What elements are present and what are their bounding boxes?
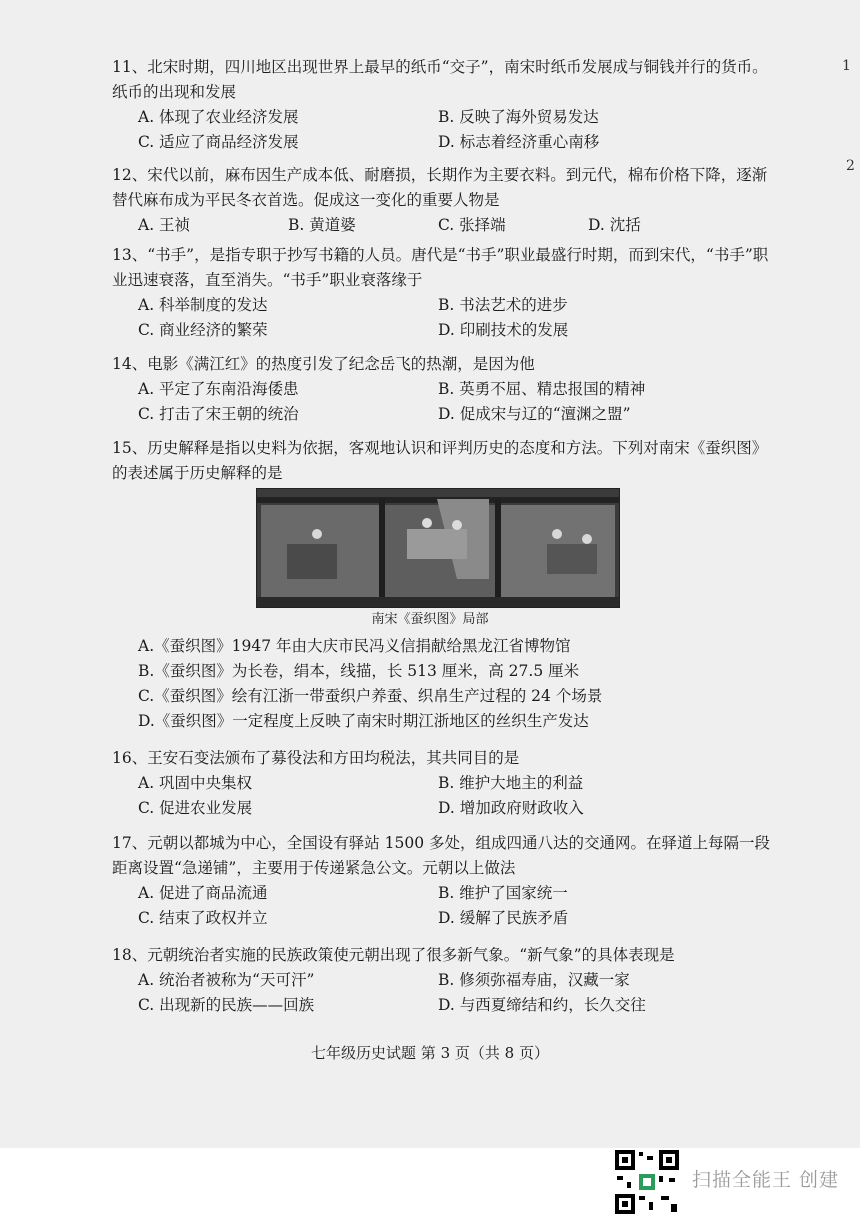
option-d: D. 增加政府财政收入: [438, 799, 584, 817]
option-c: C. 促进农业发展: [138, 799, 253, 817]
option-c: C. 出现新的民族——回族: [138, 996, 315, 1014]
option-c: C. 打击了宋王朝的统治: [138, 405, 299, 423]
option-c: C. 商业经济的繁荣: [138, 321, 268, 339]
question-13: [112, 243, 772, 343]
question-11: [112, 55, 772, 155]
options: [112, 293, 772, 343]
option-d: D. 沈括: [588, 216, 641, 234]
option-d: D. 标志着经济重心南移: [438, 133, 600, 151]
question-stem: 16、王安石变法颁布了募役法和方田均税法，其共同目的是: [112, 749, 520, 767]
option-b: B. 修须弥福寿庙，汉藏一家: [438, 971, 630, 989]
option-d: D. 促成宋与辽的“澶渊之盟”: [438, 405, 631, 423]
watermark-text: 扫描全能王 创建: [692, 1169, 840, 1191]
option-b: B. 反映了海外贸易发达: [438, 108, 599, 126]
question-stem: 14、电影《满江红》的热度引发了纪念岳飞的热潮，是因为他: [112, 355, 535, 373]
option-a: A.《蚕织图》1947 年由大庆市民冯义信捐献给黑龙江省博物馆: [138, 637, 571, 655]
option-a: A. 王祯: [138, 216, 191, 234]
page-footer: 七年级历史试题 第 3 页（共 8 页）: [311, 1044, 549, 1062]
option-d: D. 与西夏缔结和约，长久交往: [438, 996, 646, 1014]
options: [112, 771, 772, 821]
question-stem: 12、宋代以前，麻布因生产成本低、耐磨损，长期作为主要衣料。到元代，棉布价格下降，逐渐替代麻布成为平民冬衣首选。促成这一变化的重要人物是: [112, 166, 768, 209]
option-a: A. 巩固中央集权: [138, 774, 253, 792]
painting-illustration: [257, 489, 619, 607]
option-a: A. 平定了东南沿海倭患: [138, 380, 299, 398]
option-a: A. 促进了商品流通: [138, 884, 268, 902]
qr-code-icon: [613, 1148, 681, 1216]
option-b: B. 书法艺术的进步: [438, 296, 568, 314]
question-14: [112, 352, 772, 427]
option-d: D. 印刷技术的发展: [438, 321, 569, 339]
edge-mark: 1: [842, 58, 851, 74]
question-12: [112, 163, 772, 238]
options: [112, 105, 772, 155]
option-d: D. 缓解了民族矛盾: [438, 909, 569, 927]
option-b: B.《蚕织图》为长卷，绢本，线描，长 513 厘米，高 27.5 厘米: [138, 662, 580, 680]
option-d: D.《蚕织图》一定程度上反映了南宋时期江浙地区的丝织生产发达: [138, 712, 589, 730]
question-stem: 18、元朝统治者实施的民族政策使元朝出现了很多新气象。“新气象”的具体表现是: [112, 946, 675, 964]
options: [112, 881, 772, 931]
option-b: B. 维护了国家统一: [438, 884, 568, 902]
question-stem: 17、元朝以都城为中心，全国设有驿站 1500 多处，组成四通八达的交通网。在驿道上每隔一段距离设置“急递铺”，主要用于传递紧急公文。元朝以上做法: [112, 834, 771, 877]
question-stem: 15、历史解释是指以史料为依据，客观地认识和评判历史的态度和方法。下列对南宋《蚕织图》的表述属于历史解释的是: [112, 439, 768, 482]
question-17: [112, 831, 772, 931]
silk-weaving-painting-image: [256, 488, 620, 608]
option-a: A. 统治者被称为“天可汗”: [138, 971, 315, 989]
question-16: [112, 746, 772, 821]
question-stem: 13、“书手”，是指专职于抄写书籍的人员。唐代是“书手”职业最盛行时期，而到宋代，“书手”职业迅速衰落，直至消失。“书手”职业衰落缘于: [112, 246, 769, 289]
option-b: B. 英勇不屈、精忠报国的精神: [438, 380, 646, 398]
option-c: C.《蚕织图》绘有江浙一带蚕织户养蚕、织帛生产过程的 24 个场景: [138, 687, 603, 705]
option-c: C. 张择端: [438, 216, 506, 234]
question-18: [112, 943, 772, 1018]
option-c: C. 结束了政权并立: [138, 909, 268, 927]
options: [112, 377, 772, 427]
edge-mark: 2: [846, 158, 855, 174]
option-b: B. 黄道婆: [288, 216, 356, 234]
question-stem: 11、北宋时期，四川地区出现世界上最早的纸币“交子”，南宋时纸币发展成与铜钱并行的货币。纸币的出现和发展: [112, 58, 768, 101]
question-15: [112, 436, 772, 486]
figure-caption: 南宋《蚕织图》局部: [371, 612, 489, 627]
options: [112, 968, 772, 1018]
option-a: A. 体现了农业经济发展: [138, 108, 299, 126]
option-c: C. 适应了商品经济发展: [138, 133, 299, 151]
question-15-options: [112, 634, 772, 734]
options: [112, 213, 772, 238]
option-a: A. 科举制度的发达: [138, 296, 268, 314]
option-b: B. 维护大地主的利益: [438, 774, 584, 792]
